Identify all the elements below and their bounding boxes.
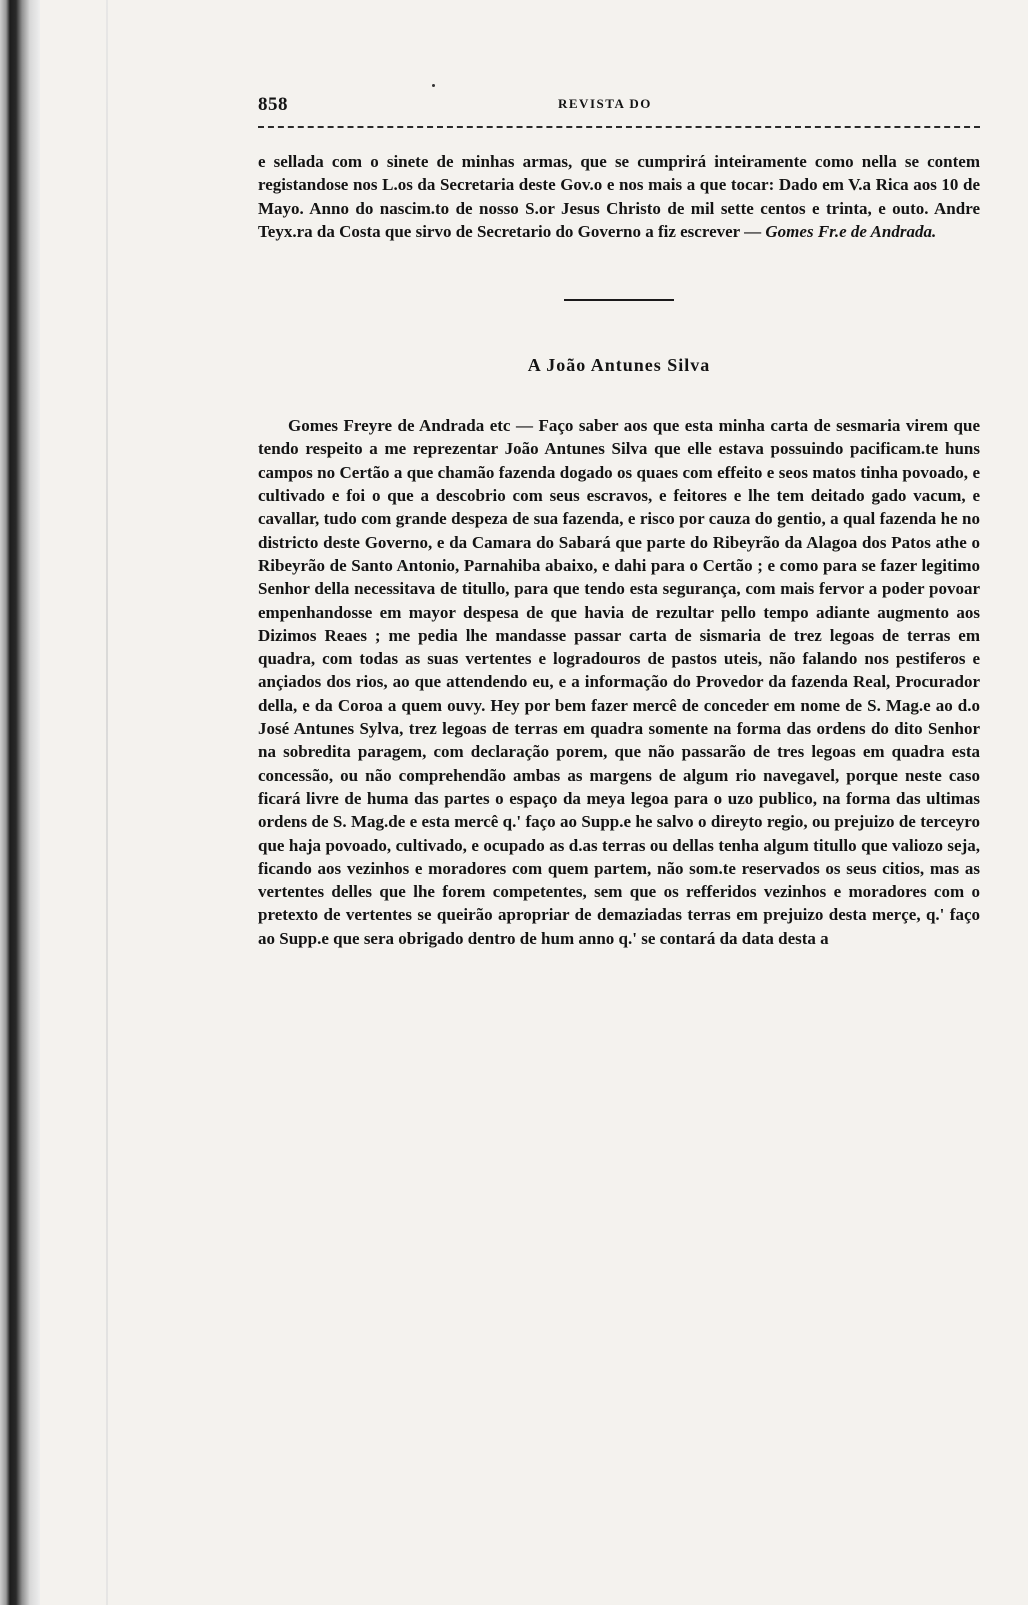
ink-speck [432, 84, 435, 87]
page-header [258, 94, 980, 118]
page-binding-shadow [0, 0, 40, 1605]
intro-text: e sellada com o sinete de minhas armas, que se cumprirá inteiramente como nella se contem registandose nos L.os da Secretaria deste Gov.o e nos mais a que tocar: Dado em V.a Rica aos 10 de Mayo. Anno do nascim.to de nosso S.or Jesus Christo de mil sette centos e trinta, e outo. Andre Teyx.ra da Costa que sirvo de Secretario do Governo a fiz escrever — [258, 152, 980, 241]
section-title: A João Antunes Silva [527, 355, 711, 376]
signature: Gomes Fr.e de Andrada. [765, 221, 937, 241]
document-page [258, 94, 980, 950]
page-fold-line [106, 0, 108, 1605]
intro-paragraph [258, 150, 980, 243]
running-title: REVISTA DO [558, 96, 652, 111]
main-paragraph: Gomes Freyre de Andrada etc — Faço saber aos que esta minha carta de sesmaria virem que tendo respeito a me reprezentar João Antunes Silva que elle estava possuindo pacificam.te huns campos no Certão a que chamão fazenda dogado os quaes com effeito e seos matos tinha povoado, e cultivado e foi o que a descobrio com seus escravos, e feitores e lhe tem deitado gado vacum, e cavallar, tudo com grande despeza de sua fazenda, e risco por cauza do gentio, a qual fazenda he no districto deste Governo, e da Camara do Sabará que parte do Ribeyrão da Alagoa dos Patos athe o Ribeyrão de Santo Antonio, Parnahiba abaixo, e dahi para o Certão ; e como para se fazer legitimo Senhor della necessitava de titullo, para que tendo esta segurança, com mais fervor a poder povoar empenhandosse em mayor despesa de que havia de rezultar pello tempo adiante augmento aos Dizimos Reaes ; me pedia lhe mandasse passar carta de sismaria de trez legoas de terras em quadra, com todas as suas vertentes e logradouros de pastos uteis, não falando nos pestiferos e ançiados dos rios, ao que attendendo eu, e a informação do Provedor da fazenda Real, Procurador della, e da Coroa a quem ouvy. Hey por bem fazer mercê de conceder em nome de S. Mag.e ao d.o José Antunes Sylva, trez legoas de terras em quadra somente na forma das ordens do dito Senhor na sobredita paragem, com declaração porem, que não passarão de tres legoas em quadra esta concessão, ou não comprehendão ambas as margens de algum rio navegavel, porque neste caso ficará livre de huma das partes o espaço da meya legoa para o uzo publico, na forma das ultimas ordens de S. Mag.de e esta mercê q.' faço ao Supp.e he salvo o direyto regio, ou prejuizo de terceyro que haja povoado, cultivado, e ocupado as d.as terras ou dellas tenha algum titullo que valiozo seja, ficando aos vezinhos e moradores com quem partem, não som.te reservados os seus citios, mas as vertentes delles que lhe forem competentes, sem que os refferidos vezinhos e moradores com o pretexto de vertentes se queirão apropriar de demaziadas terras em prejuizo desta merçe, q.' faço ao Supp.e que sera obrigado dentro de hum anno q.' se contará da data desta a [258, 416, 980, 948]
section-separator [564, 299, 674, 301]
header-rule [258, 126, 980, 128]
page-number: 858 [258, 94, 288, 115]
